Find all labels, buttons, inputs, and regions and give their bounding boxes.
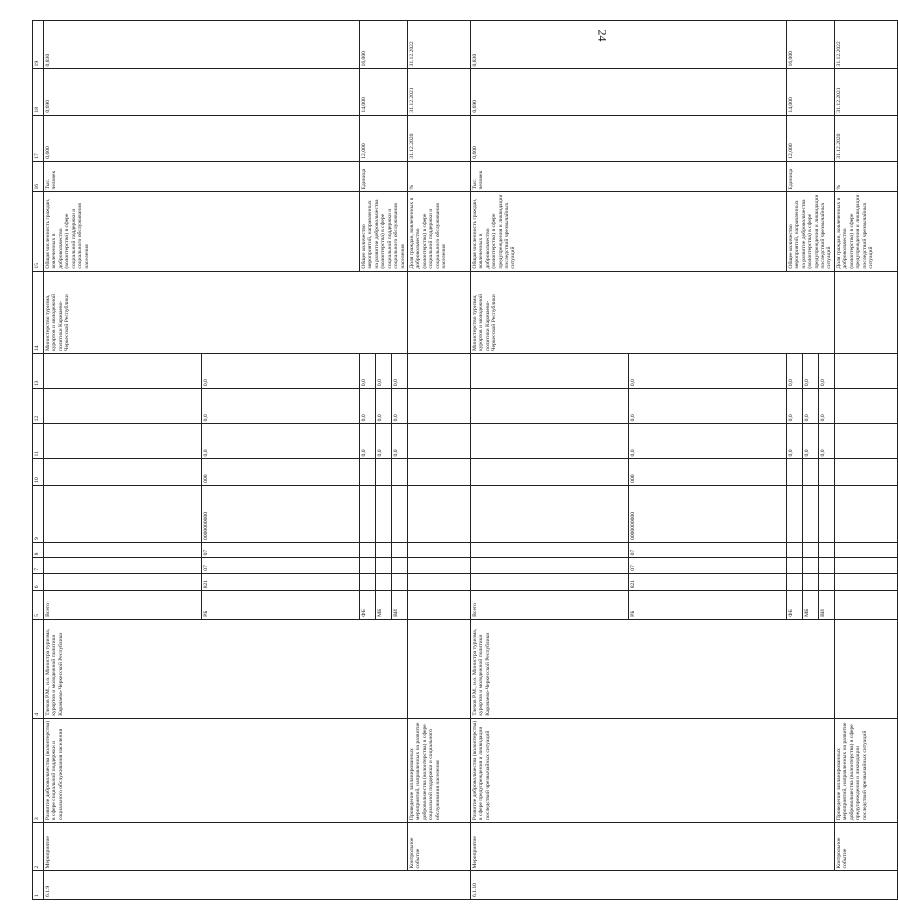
source-mb: МБ [802, 591, 818, 620]
indicator-value: 0,830 [470, 21, 786, 69]
amount: 0,0 [375, 389, 391, 424]
amount: 0,0 [360, 389, 376, 424]
table-row [834, 21, 897, 900]
col-header: 13 [33, 354, 44, 389]
code: 0000000000 [628, 485, 786, 542]
col-header: 1 [33, 871, 44, 900]
amount: 0,0 [802, 389, 818, 424]
indicator: Общее количество мероприятий, направленных на развитие добровольчества (волонтерства) в сфере предупреждения и ликвидации последствий чрезвычайных ситуаций [786, 192, 834, 271]
code: 000 [628, 459, 786, 485]
indicator: Общее количество мероприятий, направленных на развитие добровольчества (волонтерства) в сфере социальной поддержки и социального обслуживания населения [360, 192, 408, 271]
column-number-row [33, 21, 44, 900]
table-row [470, 21, 628, 900]
control-date: 31.12.2020 [407, 115, 470, 161]
amount: 0,0 [786, 354, 802, 389]
amount: 0,0 [375, 424, 391, 459]
amount: 0,0 [202, 354, 360, 389]
amount: 0,0 [391, 424, 407, 459]
col-header: 3 [33, 718, 44, 822]
amount: 0,0 [818, 424, 834, 459]
row-kind: Контрольное событие [834, 823, 897, 871]
source-all: Всего [470, 591, 628, 620]
table-row [44, 21, 202, 900]
amount: 0,0 [802, 424, 818, 459]
amount: 0,0 [628, 354, 786, 389]
indicator-value: 16,000 [786, 21, 834, 69]
row-number: 6.1.9 [44, 871, 471, 900]
amount: 0,0 [375, 354, 391, 389]
rotated-page [32, 20, 875, 900]
control-date: 31.12.2022 [407, 21, 470, 69]
measure-title: Развитие добровольчества (волонтерства) в сфере социальной поддержки и социального обслуживания населения [44, 718, 408, 822]
code: 07 [202, 558, 360, 573]
control-event: Проведение запланированных мероприятий, направленных на развитие добровольчества (волонтерства) в сфере социальной поддержки и социального обслуживания населения [407, 718, 470, 822]
amount: 0,0 [202, 389, 360, 424]
col-header: 7 [33, 558, 44, 573]
control-date: 31.12.2022 [834, 21, 897, 69]
code: 000 [202, 459, 360, 485]
amount: 0,0 [391, 354, 407, 389]
col-header: 2 [33, 823, 44, 871]
responsible: Тлехов Р.М., и.о. Министра туризма, курортов и молодежной политики Карачаево-Черкесской Республики [470, 619, 834, 718]
code: 0000000000 [202, 485, 360, 542]
program-table [32, 20, 898, 900]
amount: 0,0 [391, 389, 407, 424]
col-header: 6 [33, 573, 44, 591]
amount: 0,0 [202, 424, 360, 459]
control-event: Проведение запланированных мероприятий, направленных на развитие добровольчества (волонтерства) в сфере предупреждения и ликвидации последствий чрезвычайных ситуаций [834, 718, 897, 822]
indicator-value: 0,600 [470, 115, 786, 161]
row-kind: Контрольное событие [407, 823, 470, 871]
row-kind: Мероприятие [44, 823, 408, 871]
col-header: 4 [33, 619, 44, 718]
unit: Тыс. человек [470, 161, 786, 192]
code: 07 [202, 542, 360, 557]
code: 821 [202, 573, 360, 591]
col-header: 14 [33, 271, 44, 353]
amount: 0,0 [360, 424, 376, 459]
indicator-value: 12,000 [360, 115, 408, 161]
control-date: 31.12.2020 [834, 115, 897, 161]
code: 07 [628, 558, 786, 573]
indicator-value: 0,690 [44, 69, 360, 115]
amount: 0,0 [802, 354, 818, 389]
unit: % [407, 161, 470, 192]
source-fb: ФБ [360, 591, 376, 620]
indicator-value: 14,000 [786, 69, 834, 115]
control-date: 31.12.2021 [407, 69, 470, 115]
amount: 0,0 [818, 389, 834, 424]
amount: 0,0 [786, 389, 802, 424]
source-rb: РБ [628, 591, 786, 620]
amount: 0,0 [628, 424, 786, 459]
col-header: 11 [33, 424, 44, 459]
col-header: 16 [33, 161, 44, 192]
code: 07 [628, 542, 786, 557]
source-vi: ВИ [391, 591, 407, 620]
amount: 0,0 [786, 424, 802, 459]
col-header: 9 [33, 485, 44, 542]
col-header: 5 [33, 591, 44, 620]
col-header: 19 [33, 21, 44, 69]
amount: 0,0 [818, 354, 834, 389]
source-vi: ВИ [818, 591, 834, 620]
col-header: 12 [33, 389, 44, 424]
indicator: Доля граждан, вовлеченных в добровольчество (волонтерство) в сфере предупреждения и ликвидации последствий чрезвычайных ситуаций [834, 192, 897, 271]
indicator-value: 0,600 [44, 115, 360, 161]
indicator: Доля граждан, вовлеченных в добровольчество (волонтерство) в сфере социальной поддержки и социального обслуживания населения [407, 192, 470, 271]
source-fb: ФБ [786, 591, 802, 620]
row-number: 6.1.10 [470, 871, 897, 900]
amount: 0,0 [628, 389, 786, 424]
col-header: 18 [33, 69, 44, 115]
table-row [407, 21, 470, 900]
control-date: 31.12.2021 [834, 69, 897, 115]
indicator: Общая численность граждан, вовлеченных в добровольчество (волонтерство) в сфере предупреждения и ликвидации последствий чрезвычайных ситуаций [470, 192, 786, 271]
source-rb: РБ [202, 591, 360, 620]
indicator: Общая численность граждан, вовлеченных в добровольчество (волонтерство) в сфере социальной поддержки и социального обслуживания населения [44, 192, 360, 271]
measure-title: Развитие добровольчества (волонтерства) в сфере предупреждения и ликвидации последствий чрезвычайных ситуаций [470, 718, 834, 822]
indicator-value: 14,000 [360, 69, 408, 115]
col-header: 15 [33, 192, 44, 271]
source-mb: МБ [375, 591, 391, 620]
amount: 0,0 [360, 354, 376, 389]
source-all: Всего [44, 591, 202, 620]
row-kind: Мероприятие [470, 823, 834, 871]
unit: Единица [360, 161, 408, 192]
ministry: Министерство туризма, курортов и молодежной политики Карачаево-Черкесской Республики [470, 271, 834, 353]
responsible: Тлехов Р.М., и.о. Министра туризма, курортов и молодежной политики Карачаево-Черкесской Республики [44, 619, 408, 718]
code: 821 [628, 573, 786, 591]
indicator-value: 16,000 [360, 21, 408, 69]
ministry: Министерство туризма, курортов и молодежной политики Карачаево-Черкесской Республики [44, 271, 408, 353]
unit: % [834, 161, 897, 192]
col-header: 17 [33, 115, 44, 161]
indicator-value: 12,000 [786, 115, 834, 161]
indicator-value: 0,690 [470, 69, 786, 115]
col-header: 8 [33, 542, 44, 557]
unit: Тыс. человек [44, 161, 360, 192]
indicator-value: 0,830 [44, 21, 360, 69]
page-number: 24 [595, 29, 610, 42]
col-header: 10 [33, 459, 44, 485]
unit: Единица [786, 161, 834, 192]
